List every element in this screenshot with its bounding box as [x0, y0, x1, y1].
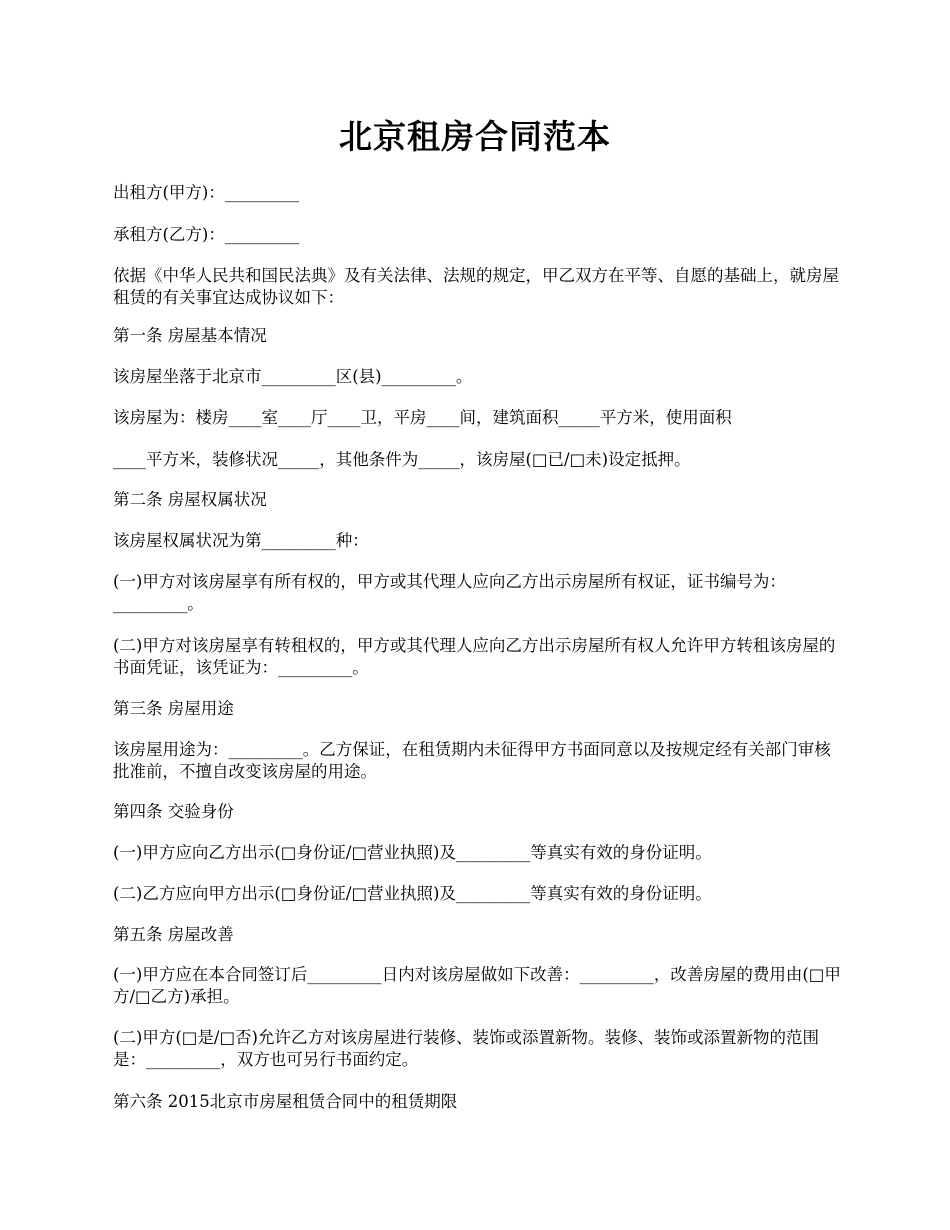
article-2-heading: 第二条 房屋权属状况 — [113, 490, 267, 509]
article-4-heading: 第四条 交验身份 — [113, 802, 234, 821]
lessor-line: 出租方(甲方)：_________ — [113, 183, 300, 202]
article-5-heading: 第五条 房屋改善 — [113, 925, 234, 944]
article-1-heading: 第一条 房屋基本情况 — [113, 326, 267, 345]
lessee-line: 承租方(乙方)：_________ — [113, 225, 300, 244]
article-3-heading: 第三条 房屋用途 — [113, 699, 234, 718]
article-1-location: 该房屋坐落于北京市_________区(县)_________。 — [113, 367, 473, 386]
article-3-usage: 该房屋用途为：_________。乙方保证，在租赁期内未征得甲方书面同意以及按规定经有关部门审核批准前，不擅自改变该房屋的用途。 — [113, 740, 831, 781]
preamble-paragraph: 依据《中华人民共和国民法典》及有关法律、法规的规定，甲乙双方在平等、自愿的基础上，就房屋租赁的有关事宜达成协议如下： — [113, 266, 839, 307]
article-6-heading: 第六条 2015北京市房屋租赁合同中的租赁期限 — [113, 1092, 458, 1111]
document-title: 北京租房合同范本 — [339, 117, 611, 156]
article-2-clause-2: (二)甲方对该房屋享有转租权的，甲方或其代理人应向乙方出示房屋所有权人允许甲方转租该房屋的书面凭证，该凭证为：_________。 — [113, 636, 836, 677]
article-4-clause-2: (二)乙方应向甲方出示(□身份证/□营业执照)及_________等真实有效的身份证明。 — [113, 884, 712, 903]
article-1-details-line-2: ____平方米，装修状况_____，其他条件为_____，该房屋(□已/□未)设定抵押。 — [113, 450, 691, 469]
article-4-clause-1: (一)甲方应向乙方出示(□身份证/□营业执照)及_________等真实有效的身份证明。 — [113, 843, 712, 862]
article-1-details-line-1: 该房屋为：楼房____室____厅____卫，平房____间，建筑面积_____平方米，使用面积 — [113, 408, 732, 427]
article-2-clause-1: (一)甲方对该房屋享有所有权的，甲方或其代理人应向乙方出示房屋所有权证，证书编号为：_________。 — [113, 572, 786, 613]
article-5-clause-1: (一)甲方应在本合同签订后_________日内对该房屋做如下改善：_________，改善房屋的费用由(□甲方/□乙方)承担。 — [113, 965, 841, 1006]
article-2-ownership-type: 该房屋权属状况为第_________种： — [113, 531, 369, 550]
article-5-clause-2: (二)甲方(□是/□否)允许乙方对该房屋进行装修、装饰或添置新物。装修、装饰或添置新物的范围是：_________，双方也可另行书面约定。 — [113, 1028, 819, 1069]
